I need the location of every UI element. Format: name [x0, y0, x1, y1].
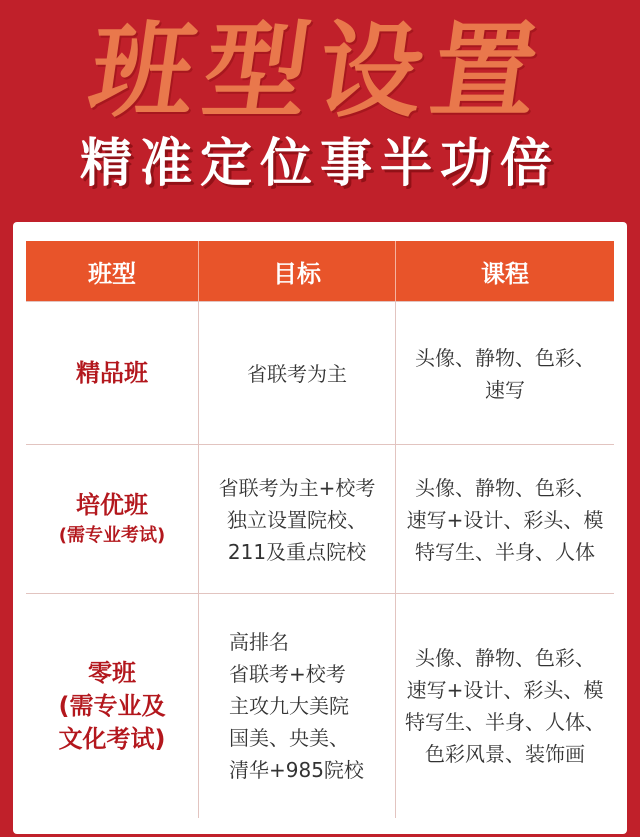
courses-cell — [395, 302, 614, 445]
courses-line: 速写+设计、彩头、模 — [406, 507, 604, 532]
goal-cell — [198, 594, 395, 818]
page-subtitle: 精准定位事半功倍 — [79, 133, 560, 194]
goal-line: 主攻九大美院 — [229, 694, 349, 718]
goal-line: 211及重点院校 — [227, 539, 367, 564]
page-title: 班型设置 — [82, 9, 556, 132]
table-row — [26, 301, 614, 445]
courses-line: 速写+设计、彩头、模 — [406, 678, 604, 702]
courses-line: 特写生、半身、人体 — [415, 539, 595, 564]
courses-cell — [395, 594, 614, 818]
goal-line: 省联考为主+校考 — [218, 475, 376, 500]
class-requirement: (需专业及 — [58, 691, 166, 720]
goal-cell — [198, 445, 395, 594]
goal-line: 国美、央美、 — [229, 726, 349, 750]
courses-line: 色彩风景、装饰画 — [425, 742, 585, 766]
goal-line: 高排名 — [229, 630, 289, 654]
table-header-row — [26, 241, 614, 301]
course-table-card — [13, 222, 627, 834]
column-header-courses: 课程 — [395, 241, 614, 301]
courses-line: 特写生、半身、人体、 — [405, 710, 605, 734]
table-row — [26, 444, 614, 594]
class-requirement: 文化考试) — [58, 724, 166, 753]
class-name: 培优班 — [76, 491, 148, 519]
hero-banner — [0, 0, 640, 215]
courses-line: 头像、静物、色彩、 — [415, 475, 595, 500]
class-name-cell — [26, 302, 198, 445]
class-name: 精品班 — [76, 359, 148, 387]
column-header-class-type: 班型 — [88, 259, 136, 288]
courses-line: 速写 — [485, 377, 525, 402]
class-name-cell — [26, 594, 198, 818]
column-header-goal: 目标 — [198, 241, 395, 301]
goal-line: 清华+985院校 — [229, 758, 364, 782]
goal-cell — [198, 302, 395, 445]
courses-line: 头像、静物、色彩、 — [415, 345, 595, 370]
goal-line: 独立设置院校、 — [227, 507, 367, 532]
courses-line: 头像、静物、色彩、 — [415, 646, 595, 670]
class-name: 零班 — [88, 658, 136, 687]
table-row — [26, 593, 614, 818]
course-table — [26, 241, 614, 817]
class-requirement: (需专业考试) — [58, 525, 166, 546]
class-name-cell — [26, 445, 198, 594]
goal-line: 省联考+校考 — [229, 662, 346, 686]
goal-line: 省联考为主 — [247, 361, 347, 386]
courses-cell — [395, 445, 614, 594]
